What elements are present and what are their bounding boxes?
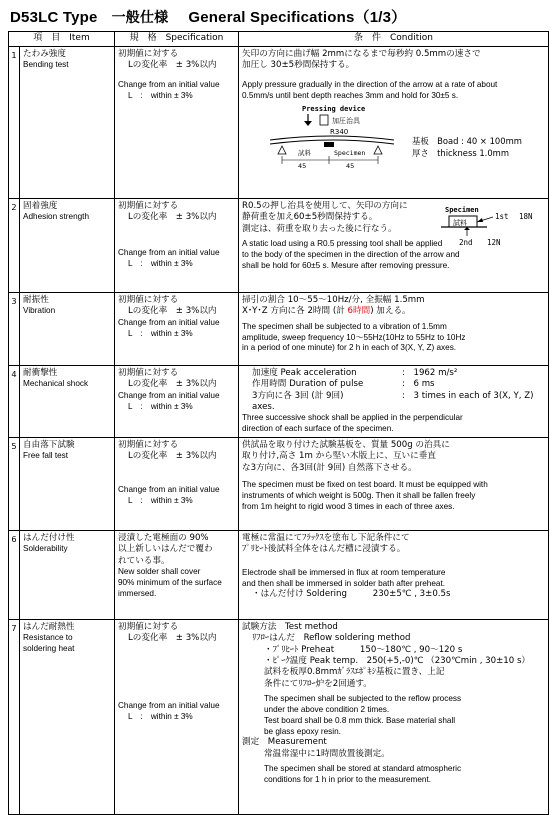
board-en: Boad : 40 × 100mm xyxy=(437,136,522,147)
item-cell xyxy=(20,366,115,438)
spec-jp-line: Lの変化率 ± 3%以内 xyxy=(128,60,217,71)
board-top xyxy=(270,136,394,140)
spec-en-line: Change from an initial value xyxy=(118,700,220,710)
cond-jp-line: 試料を板厚0.8mmｶﾞﾗｽｴﾎﾟｷｼ基板に置き、上記 xyxy=(264,667,445,678)
arrow-head xyxy=(304,121,312,126)
spec-jp-line: 初期値に対する xyxy=(118,201,179,211)
cond-line: 加速度 Peak acceleration : 1962 m/s² xyxy=(252,368,458,378)
test-method-label: 試験方法 Test method xyxy=(242,622,338,633)
reflow-label: ﾘﾌﾛｰはんだ Reflow soldering method xyxy=(252,633,411,644)
dim-label-right: 45 xyxy=(346,162,355,171)
row-number: 4 xyxy=(9,366,20,438)
cond-en-line: 0.5mm/s until bent depth reaches 3mm and hold for 30±5 s. xyxy=(242,90,459,100)
row-number: 5 xyxy=(9,438,20,531)
condition-cell xyxy=(239,438,549,531)
spec-cell xyxy=(115,438,239,531)
cond-en-line: from 1m height to rigid wood 3 times in each of three axes. xyxy=(242,501,455,511)
item-jp: 自由落下試験 xyxy=(23,440,75,451)
item-en: Free fall test xyxy=(23,451,69,461)
item-en: Mechanical shock xyxy=(23,379,89,389)
spec-jp-line: 初期値に対する xyxy=(118,49,179,59)
table-row xyxy=(9,620,549,815)
spec-jp-line: 浸漬した電極面の 90% xyxy=(118,533,209,544)
spec-cell xyxy=(115,47,239,199)
spec-cell xyxy=(115,293,239,366)
table-row xyxy=(9,199,549,293)
dim-label-left: 45 xyxy=(298,162,307,171)
spec-en-line: L : within ± 3% xyxy=(128,258,193,268)
item-cell xyxy=(20,47,115,199)
jig-label: 加圧治具 xyxy=(332,117,360,126)
cond-en-line: in a period of one minute) for 2 h in each of 3(X, Y, Z) axes. xyxy=(242,343,457,353)
spec-cell xyxy=(115,620,239,815)
first-label: 1st xyxy=(495,212,509,221)
item-cell xyxy=(20,293,115,366)
spec-en-line: L : within ± 3% xyxy=(128,328,193,338)
specimen-mark xyxy=(324,142,334,147)
cond-en-line: Apply pressure gradually in the direction of the arrow at a rate of about xyxy=(242,79,498,89)
condition-cell xyxy=(239,47,549,199)
second-load: 12N xyxy=(487,238,501,247)
cond-jp-line: 取り付け,高さ 1m から堅い木版上に、互いに垂直 xyxy=(242,451,436,462)
row-number: 6 xyxy=(9,531,20,620)
spec-jp-line: Lの変化率 ± 3%以内 xyxy=(128,379,217,390)
spec-jp-line: 初期値に対する xyxy=(118,622,179,633)
spec-en-line: immersed. xyxy=(118,588,157,598)
cond-en-line: A static load using a R0.5 pressing tool shall be applied xyxy=(242,239,443,249)
spec-en-line: L : within ± 3% xyxy=(128,495,193,505)
item-en: soldering heat xyxy=(23,644,75,654)
item-cell xyxy=(20,199,115,293)
support-right xyxy=(374,146,382,154)
table-row xyxy=(9,47,549,199)
spec-en-line: New solder shall cover xyxy=(118,567,201,577)
table-header-row xyxy=(9,32,549,47)
condition-cell xyxy=(239,199,549,293)
cond-en-line: shall be hold for 60±5 s. Mesure after removing pressure. xyxy=(242,260,450,270)
specimen-label: Specimen xyxy=(334,149,366,158)
item-en: Bending test xyxy=(23,60,69,70)
condition-cell xyxy=(239,366,549,438)
board-jp: 基板 xyxy=(412,136,429,147)
condition-cell xyxy=(239,620,549,815)
highlight-text: 6時間 xyxy=(347,306,371,317)
item-jp: はんだ耐熱性 xyxy=(23,622,75,633)
cond-jp-line: 掃引の割合 10～55～10Hz/分, 全振幅 1.5mm xyxy=(242,295,425,305)
cond-soldering-line: ・はんだ付け Soldering 230±5℃ , 3±0.5s xyxy=(252,589,451,600)
spec-en-line: L : within ± 3% xyxy=(128,401,193,411)
condition-cell xyxy=(239,293,549,366)
item-cell xyxy=(20,531,115,620)
thickness-jp: 厚さ xyxy=(412,148,429,159)
table-row xyxy=(9,531,549,620)
cond-en-line: Three successive shock shall be applied in the perpendicular xyxy=(242,413,463,423)
adhesion-diagram xyxy=(437,203,547,249)
first-load: 18N xyxy=(519,212,533,221)
pressing-device-label: Pressing device xyxy=(302,105,366,114)
item-jp: 耐衝撃性 xyxy=(23,368,58,378)
item-cell xyxy=(20,438,115,531)
spec-jp-line: Lの変化率 ± 3%以内 xyxy=(128,306,217,317)
spec-jp-line: Lの変化率 ± 3%以内 xyxy=(128,633,217,644)
item-jp: 固着強度 xyxy=(23,201,58,211)
item-en: Adhesion strength xyxy=(23,212,89,222)
spec-jp-line: れている事。 xyxy=(118,555,170,566)
cond-jp-line: 電極に常温にてﾌﾗｯｸｽを塗布し下記条件にて xyxy=(242,533,410,544)
item-jp: たわみ強度 xyxy=(23,49,66,59)
cond-en-line: and then shall be immersed in solder bath after preheat. xyxy=(242,578,445,588)
cond-en-line: Test board shall be 0.8 mm thick. Base material shall xyxy=(264,715,456,725)
spec-jp-line: 初期値に対する xyxy=(118,368,179,378)
table-row xyxy=(9,293,549,366)
spec-cell xyxy=(115,531,239,620)
cond-en-line: Electrode shall be immersed in flux at room temperature xyxy=(242,567,446,577)
condition-cell xyxy=(239,531,549,620)
item-jp: はんだ付け性 xyxy=(23,533,75,544)
spec-en-line: 90% minimum of the surface xyxy=(118,577,222,587)
cond-jp-line: 矢印の方向に曲げ幅 2mmになるまで毎秒約 0.5mmの速さで xyxy=(242,49,481,59)
row-number: 3 xyxy=(9,293,20,366)
header-item: 項 目 Item xyxy=(9,32,115,47)
cond-jp-line: な3方向に、各3回(計 9回) 自然落下させる。 xyxy=(242,462,417,473)
cond-jp-line: 供試品を取り付けた試験基板を、質量 500g の治具に xyxy=(242,440,450,451)
cond-jp-line: 加圧し 30±5秒間保持する。 xyxy=(242,60,355,71)
title-en: General Specifications（1/3） xyxy=(188,9,407,26)
thickness-en: thickness 1.0mm xyxy=(437,148,509,159)
item-en: Solderability xyxy=(23,544,68,554)
cond-jp-line: ﾌﾟﾘﾋｰﾄ後試料全体をはんだ槽に浸漬する。 xyxy=(242,544,406,555)
spec-jp-line: Lの変化率 ± 3%以内 xyxy=(128,451,217,462)
radius-label: R340 xyxy=(330,128,349,137)
spec-jp-line: 初期値に対する xyxy=(118,440,179,451)
cond-en-line: be glass epoxy resin. xyxy=(264,726,341,736)
bending-test-figure xyxy=(242,104,545,170)
cond-en-line: to the body of the specimen in the direction of the arrow and xyxy=(242,249,460,259)
cond-jp-line: 静荷重を加え60±5秒間保持する。 xyxy=(242,212,378,223)
cond-en-line: The specimen shall be subjected to a vibration of 1.5mm xyxy=(242,321,447,331)
row-number: 2 xyxy=(9,199,20,293)
cond-line: 作用時間 Duration of pulse : 6 ms xyxy=(252,379,435,390)
cond-jp-line: 条件にてﾘﾌﾛｰ炉を2回通す。 xyxy=(264,678,372,689)
support-left xyxy=(278,146,286,154)
spec-en-line: Change from an initial value xyxy=(118,390,220,400)
specimen-label: Specimen xyxy=(445,206,479,214)
cond-en-line: The specimen must be fixed on test board. It must be equipped with xyxy=(242,480,488,490)
measurement-jp: 常温常湿中に1時間放置後測定。 xyxy=(264,748,390,759)
spec-en-line: Change from an initial value xyxy=(118,79,220,89)
measurement-en: conditions for 1 h in prior to the measurement. xyxy=(264,774,432,784)
item-cell xyxy=(20,620,115,815)
page-title xyxy=(10,6,406,28)
peak-temp-line: ・ﾋﾟｰｸ温度 Peak temp. 250(+5,-0)℃ （230℃min , 30±10 s） xyxy=(264,656,531,667)
spec-en-line: L : within ± 3% xyxy=(128,90,193,100)
header-spec: 規 格 Specification xyxy=(115,32,239,47)
spec-en-line: Change from an initial value xyxy=(118,317,220,327)
second-label: 2nd xyxy=(459,238,473,247)
cond-en-line: The specimen shall be subjected to the reflow process xyxy=(264,694,462,704)
item-en: Resistance to xyxy=(23,633,73,643)
cond-en-line: under the above condition 2 times. xyxy=(264,704,390,714)
cond-en-line: direction of each surface of the specimen. xyxy=(242,424,394,434)
spec-jp-line: 以上新しいはんだで覆わ xyxy=(118,544,213,555)
spec-cell xyxy=(115,366,239,438)
cond-en-line: instruments of which weight is 500g. Then it shall be fallen freely xyxy=(242,490,476,500)
cond-jp-line: 測定は、荷重を取り去った後に行なう。 xyxy=(242,223,397,234)
header-condition: 条 件 Condition xyxy=(239,32,549,47)
row-number: 1 xyxy=(9,47,20,199)
cond-en-line: amplitude, sweep frequency 10～55Hz(10Hz to 55Hz to 10Hz xyxy=(242,332,466,342)
table-row xyxy=(9,438,549,531)
spec-jp-line: 初期値に対する xyxy=(118,295,179,305)
spec-cell xyxy=(115,199,239,293)
sample-label: 試料 xyxy=(453,219,467,227)
preheat-line: ・ﾌﾟﾘﾋｰﾄ Preheat 150～180℃ , 90～120 s xyxy=(264,644,463,655)
spec-table xyxy=(8,31,549,815)
item-jp: 耐振性 xyxy=(23,295,49,305)
title-jp: 一般仕様 xyxy=(111,10,169,26)
item-en: Vibration xyxy=(23,306,56,316)
sample-label: 試料 xyxy=(298,149,311,158)
spec-en-line: L : within ± 3% xyxy=(128,711,193,721)
cond-line: 3方向に各 3回 (計 9回) : 3 times in each of 3(X, Y, Z) axes. xyxy=(252,390,534,413)
measurement-en: The specimen shall be stored at standard atmospheric xyxy=(264,764,462,774)
table-row xyxy=(9,366,549,438)
spec-jp-line: Lの変化率 ± 3%以内 xyxy=(128,212,217,223)
spec-en-line: Change from an initial value xyxy=(118,247,220,257)
row-number: 7 xyxy=(9,620,20,815)
spec-en-line: Change from an initial value xyxy=(118,484,220,494)
measurement-label: 測定 Measurement xyxy=(242,737,327,748)
bending-diagram xyxy=(242,104,412,170)
board-info xyxy=(412,136,522,160)
model-name: D53LC Type xyxy=(10,9,98,26)
cond-jp-line: X･Y･Z 方向に各 2時間 (計 6時間) 加える。 xyxy=(242,306,411,317)
cond-jp-line: R0.5の押し治具を使用して、矢印の方向に xyxy=(242,201,408,211)
jig-shape xyxy=(320,115,328,125)
